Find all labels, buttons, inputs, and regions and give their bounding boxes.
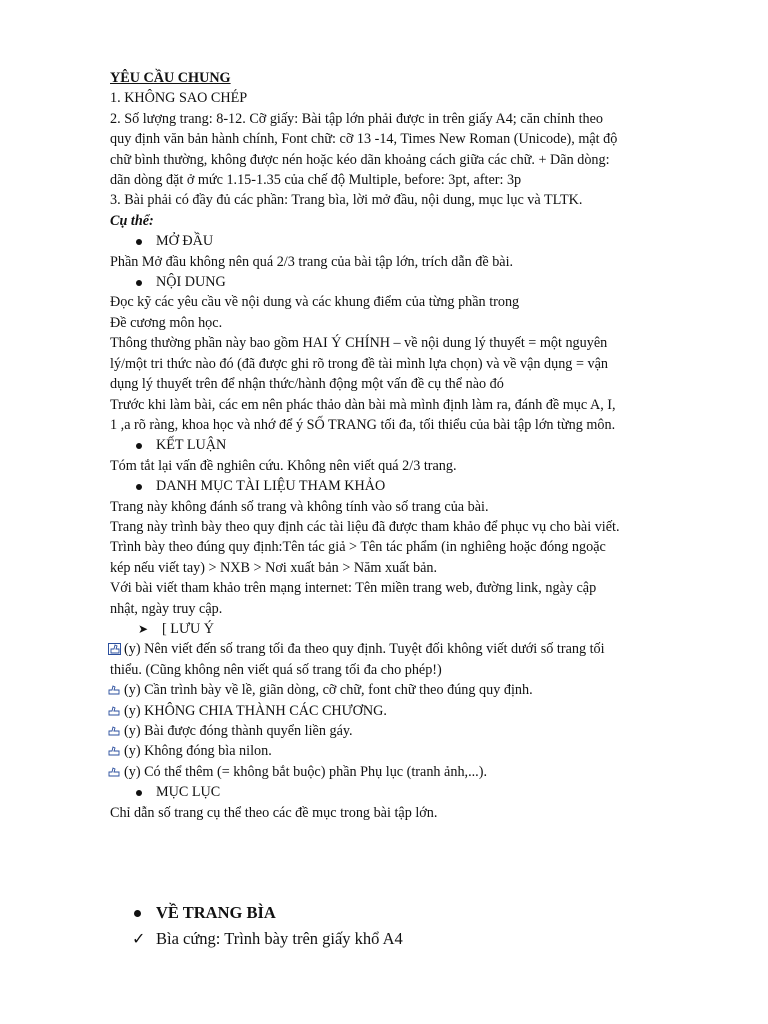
note-item bbox=[108, 701, 710, 721]
thumbs-up-icon bbox=[108, 684, 121, 696]
trang-bia-item bbox=[110, 926, 710, 952]
thumbs-up-icon bbox=[108, 643, 121, 655]
specifics-label: Cụ thể: bbox=[110, 212, 154, 229]
bullet-noi-dung-label: NỘI DUNG bbox=[156, 274, 226, 291]
thumbs-up-icon bbox=[108, 766, 121, 778]
note-text: (y) Có thể thêm (= không bắt buộc) phần Phụ lục (tranh ảnh,...). bbox=[124, 763, 488, 780]
bullet-icon bbox=[136, 484, 142, 490]
bullet-noi-dung bbox=[110, 272, 710, 292]
note-item bbox=[108, 762, 710, 782]
luu-y-label: [ LƯU Ý bbox=[162, 620, 214, 637]
muc-luc-text: Chỉ dẫn số trang cụ thể theo các đề mục trong bài tập lớn. bbox=[110, 804, 438, 821]
bullet-icon bbox=[136, 443, 142, 449]
mo-dau-text: Phần Mở đầu không nên quá 2/3 trang của bài tập lớn, trích dẫn đề bài. bbox=[110, 253, 514, 270]
noi-dung-line: dụng lý thuyết trên để nhận thức/hành động một vấn đề cụ thể nào đó bbox=[110, 376, 504, 393]
bullet-ket-luan bbox=[110, 435, 710, 455]
note-text: (y) Cần trình bày về lề, giãn dòng, cỡ chữ, font chữ theo đúng quy định. bbox=[124, 682, 533, 699]
note-item bbox=[108, 741, 710, 761]
bullet-trang-bia-label: VỀ TRANG BÌA bbox=[156, 903, 276, 923]
section-heading: YÊU CẦU CHUNG bbox=[110, 70, 231, 86]
tai-lieu-line: Với bài viết tham khảo trên mạng internet: Tên miền trang web, đường link, ngày cập bbox=[110, 580, 597, 597]
requirement-1: 1. KHÔNG SAO CHÉP bbox=[110, 90, 248, 107]
requirement-2-line-3: chữ bình thường, không được nén hoặc kéo dãn khoảng cách giữa các chữ. + Dãn dòng: bbox=[110, 151, 610, 168]
note-item bbox=[108, 639, 710, 659]
bullet-mo-dau bbox=[110, 231, 710, 251]
spacer bbox=[110, 823, 710, 900]
ket-luan-text: Tóm tắt lại vấn đề nghiên cứu. Không nên viết quá 2/3 trang. bbox=[110, 457, 457, 474]
thumbs-up-icon bbox=[108, 745, 121, 757]
tai-lieu-line: Trình bày theo đúng quy định:Tên tác giả > Tên tác phẩm (in nghiêng hoặc đóng ngoặc bbox=[110, 539, 606, 556]
tai-lieu-line: Trang này không đánh số trang và không tính vào số trang của bài. bbox=[110, 498, 489, 515]
noi-dung-line: Đề cương môn học. bbox=[110, 314, 223, 331]
note-text: (y) Bài được đóng thành quyển liền gáy. bbox=[124, 723, 353, 739]
requirement-2-line-2: quy định văn bản hành chính, Font chữ: cỡ 13 -14, Times New Roman (Unicode), mật độ bbox=[110, 131, 618, 148]
thumbs-up-icon bbox=[108, 705, 121, 717]
requirement-2-line-1: 2. Số lượng trang: 8-12. Cỡ giấy: Bài tập lớn phải được in trên giấy A4; căn chỉnh theo bbox=[110, 110, 604, 127]
noi-dung-line: Trước khi làm bài, các em nên phác thảo dàn bài mà mình định làm ra, đánh đề mục A, I, bbox=[110, 396, 616, 413]
bullet-tai-lieu bbox=[110, 476, 710, 496]
tai-lieu-line: Trang này trình bày theo quy định các tài liệu đã được tham khảo để phục vụ cho bài viết. bbox=[110, 518, 620, 535]
checkmark-icon: ✓ bbox=[132, 929, 146, 949]
bullet-icon bbox=[136, 280, 142, 286]
note-text: (y) Nên viết đến số trang tối đa theo quy định. Tuyệt đối không viết dưới số trang tối bbox=[124, 641, 605, 658]
note-text-continued: thiểu. (Cũng không nên viết quá số trang tối đa cho phép!) bbox=[110, 661, 442, 678]
thumbs-up-icon bbox=[108, 725, 121, 737]
bullet-icon bbox=[134, 910, 141, 917]
luu-y-heading bbox=[110, 619, 710, 639]
tai-lieu-line: kép nếu viết tay) > NXB > Nơi xuất bản > Năm xuất bản. bbox=[110, 559, 438, 576]
noi-dung-line: Thông thường phần này bao gồm HAI Ý CHÍNH – về nội dung lý thuyết = một nguyên bbox=[110, 335, 608, 352]
noi-dung-line: lý/một tri thức nào đó (đã được ghi rõ trong đề tài mình lựa chọn) và về vận dụng = vận bbox=[110, 355, 608, 372]
bullet-icon bbox=[136, 239, 142, 245]
arrowhead-right-icon: ➤ bbox=[138, 621, 149, 636]
noi-dung-line: Đọc kỹ các yêu cầu về nội dung và các khung điểm của từng phần trong bbox=[110, 294, 520, 311]
note-text: (y) Không đóng bìa nilon. bbox=[124, 743, 272, 760]
bullet-icon bbox=[136, 790, 142, 796]
requirement-3: 3. Bài phải có đầy đủ các phần: Trang bìa, lời mở đầu, nội dung, mục lục và TLTK. bbox=[110, 192, 583, 209]
noi-dung-line: 1 ,a rõ ràng, khoa học và nhớ để ý SỐ TRANG tối đa, tối thiểu của bài tập lớn từng môn. bbox=[110, 416, 616, 433]
bullet-trang-bia bbox=[110, 900, 710, 926]
tai-lieu-line: nhật, ngày truy cập. bbox=[110, 600, 223, 617]
bullet-ket-luan-label: KẾT LUẬN bbox=[156, 437, 227, 454]
requirement-2-line-4: dãn dòng đặt ở mức 1.15-1.35 của chế độ Multiple, before: 3pt, after: 3p bbox=[110, 172, 522, 189]
note-item bbox=[108, 721, 710, 741]
trang-bia-item-text: Bìa cứng: Trình bày trên giấy khổ A4 bbox=[156, 929, 403, 949]
bullet-muc-luc-label: MỤC LỤC bbox=[156, 784, 221, 801]
bullet-tai-lieu-label: DANH MỤC TÀI LIỆU THAM KHẢO bbox=[156, 478, 386, 495]
document-page bbox=[110, 68, 710, 952]
note-text: (y) KHÔNG CHIA THÀNH CÁC CHƯƠNG. bbox=[124, 702, 387, 719]
note-item bbox=[108, 680, 710, 700]
bullet-mo-dau-label: MỞ ĐẦU bbox=[156, 233, 214, 250]
bullet-muc-luc bbox=[110, 782, 710, 802]
